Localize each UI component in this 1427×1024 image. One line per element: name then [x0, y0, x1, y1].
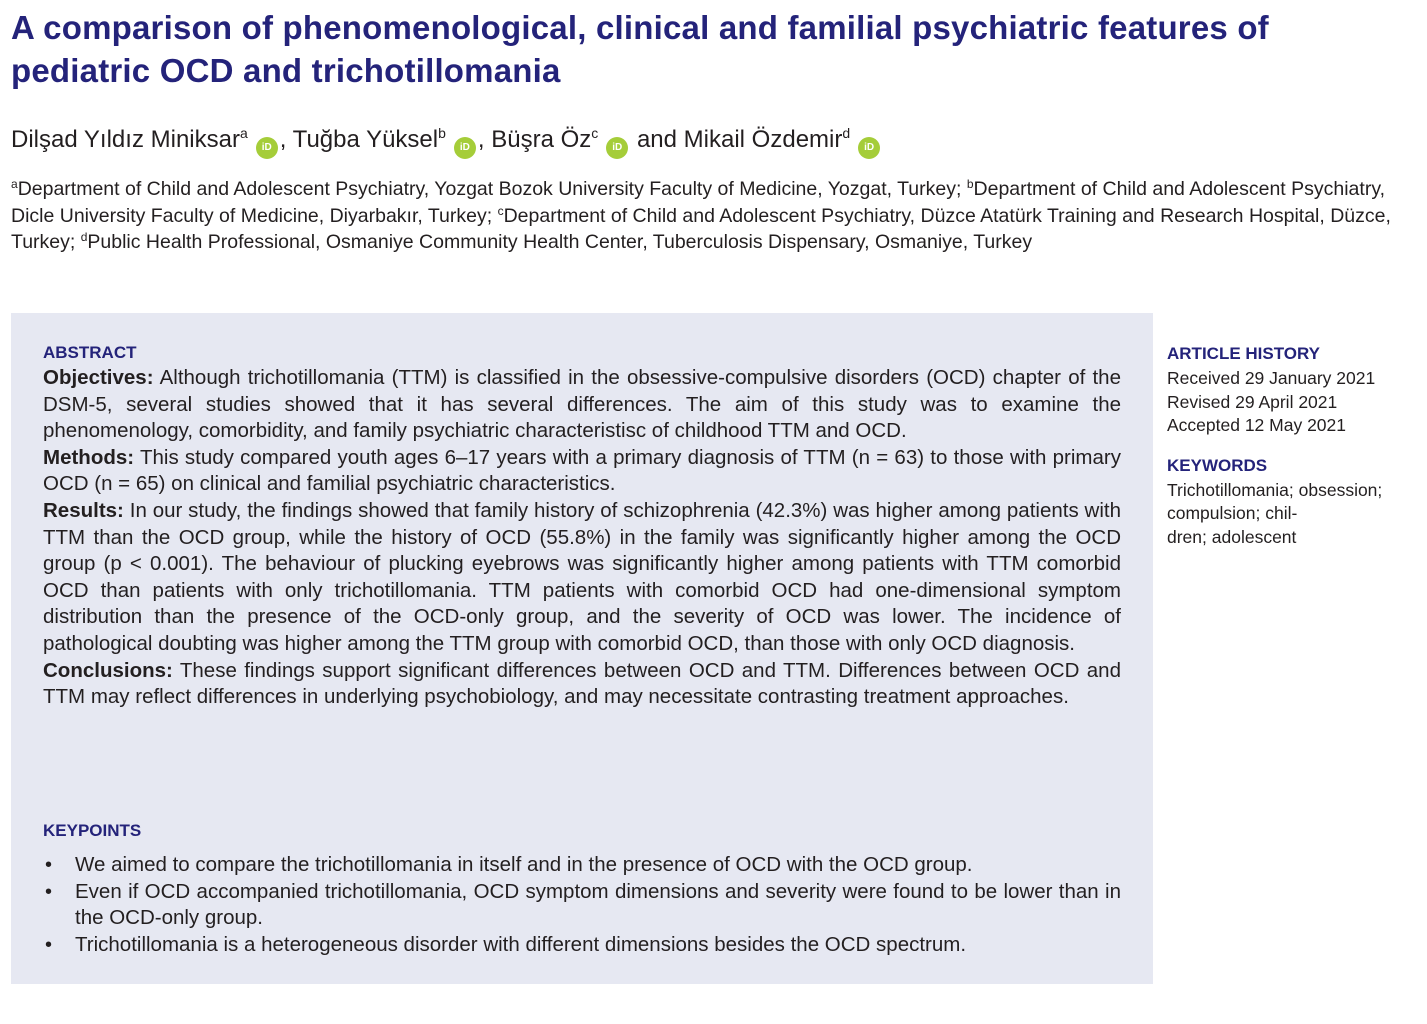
affil-sup: b — [966, 177, 974, 191]
keywords-line: dren; adolescent — [1167, 526, 1297, 547]
keywords-line: Trichotillomania; obsession; — [1167, 479, 1383, 500]
orcid-icon[interactable]: iD — [256, 137, 278, 159]
abstract-methods — [43, 445, 1121, 498]
author-separator: and — [630, 126, 684, 153]
sidebar — [1167, 344, 1412, 567]
article-history-heading: ARTICLE HISTORY — [1167, 344, 1321, 363]
methods-text: This study compared youth ages 6–17 years with a primary diagnosis of TTM (n = 63) to those with primary OCD (n = 65) on clinical and familial psychiatric characteristics. — [43, 445, 1121, 496]
author-name[interactable]: Mikail Özdemir — [683, 126, 843, 153]
keywords-line: compulsion; chil- — [1167, 503, 1298, 523]
bullet-icon: • — [45, 854, 53, 876]
objectives-label: Objectives: — [43, 366, 154, 389]
author-affil-sup: b — [438, 125, 446, 141]
keypoint-text: Trichotillomania is a heterogeneous disorder with different dimensions besides the OCD spectrum. — [75, 932, 967, 956]
affiliation-text: Department of Child and Adolescent Psychiatry, Düzce Atatürk Training and Research Hospital, Düzce, Turkey; — [11, 204, 1391, 253]
author-name[interactable]: Büşra Öz — [491, 126, 592, 153]
author-list — [11, 123, 1391, 159]
author-affil-sup: c — [591, 125, 599, 141]
list-item — [43, 932, 1121, 959]
results-label: Results: — [43, 498, 124, 522]
abstract-content — [43, 343, 1121, 711]
author-name[interactable]: Dilşad Yıldız Miniksar — [11, 126, 240, 153]
keypoints-list — [43, 852, 1121, 958]
abstract-results — [43, 498, 1121, 658]
methods-label: Methods: — [43, 445, 135, 469]
author-name[interactable]: Tuğba Yüksel — [292, 126, 439, 153]
keypoint-text: Even if OCD accompanied trichotillomania, OCD symptom dimensions and severity were found to be lower than in the OCD-only group. — [75, 879, 1121, 930]
keywords-heading: KEYWORDS — [1167, 455, 1268, 475]
orcid-icon[interactable]: iD — [606, 137, 628, 159]
keypoint-text: We aimed to compare the trichotillomania in itself and in the presence of OCD with the OCD group. — [75, 853, 973, 876]
abstract-heading: ABSTRACT — [43, 343, 137, 362]
affiliation-text: Department of Child and Adolescent Psychiatry, Dicle University Faculty of Medicine, Diyarbakır, Turkey; — [11, 178, 1386, 227]
author-affil-sup: d — [842, 125, 851, 141]
orcid-icon[interactable]: iD — [858, 137, 880, 159]
affiliations — [11, 176, 1411, 256]
conclusions-label: Conclusions: — [43, 658, 173, 682]
author-separator: , — [477, 126, 492, 153]
received-date: Received 29 January 2021 — [1167, 368, 1376, 388]
keypoints-heading: KEYPOINTS — [43, 821, 142, 840]
revised-date: Revised 29 April 2021 — [1167, 391, 1338, 412]
affil-sup: d — [80, 230, 88, 244]
author-affil-sup: a — [239, 125, 248, 141]
article-history — [1167, 344, 1412, 438]
abstract-box — [11, 313, 1153, 984]
affil-sup: c — [497, 203, 504, 218]
orcid-icon[interactable]: iD — [454, 137, 476, 159]
affil-sup: a — [11, 177, 18, 191]
affiliation-text: Department of Child and Adolescent Psychiatry, Yozgat Bozok University Faculty of Medicine, Yozgat, Turkey; — [17, 178, 967, 200]
bullet-icon: • — [45, 933, 53, 956]
abstract-conclusions — [43, 658, 1121, 711]
list-item — [43, 852, 1121, 879]
author-separator: , — [279, 126, 293, 153]
conclusions-text: These findings support significant differences between OCD and TTM. Differences between OCD and TTM may reflect differences in underlying psychobiology, and may necessitate contrasting treatment approaches. — [43, 658, 1121, 709]
article-title: A comparison of phenomenological, clinical and familial psychiatric features of pediatric OCD and trichotillomania — [11, 9, 1269, 89]
list-item — [43, 879, 1121, 932]
accepted-date: Accepted 12 May 2021 — [1167, 415, 1347, 435]
objectives-text: Although trichotillomania (TTM) is classified in the obsessive-compulsive disorders (OCD) chapter of the DSM-5, several studies showed that it has several differences. The aim of this study was to examine the phenomenology, comorbidity, and family psychiatric characteristisc of childhood TTM and OCD. — [43, 366, 1121, 443]
results-text: In our study, the findings showed that family history of schizophrenia (42.3%) was higher among patients with TTM than the OCD group, while the history of OCD (55.8%) in the family was significantly higher among the OCD group (p < 0.001). The behaviour of plucking eyebrows was significantly higher among patients with TTM comorbid OCD than patients with only trichotillomania. TTM patients with comorbid OCD had one-dimensional symptom distribution than the presence of the OCD-only group, and the severity of OCD was lower. The incidence of pathological doubting was higher among the TTM group with comorbid OCD, than those with only OCD diagnosis. — [43, 498, 1121, 655]
abstract-objectives — [43, 365, 1121, 445]
affiliation-text: Public Health Professional, Osmaniye Community Health Center, Tuberculosis Dispensary, Osmaniye, Turkey — [87, 231, 1033, 253]
bullet-icon: • — [45, 880, 53, 903]
keywords — [1167, 456, 1412, 550]
